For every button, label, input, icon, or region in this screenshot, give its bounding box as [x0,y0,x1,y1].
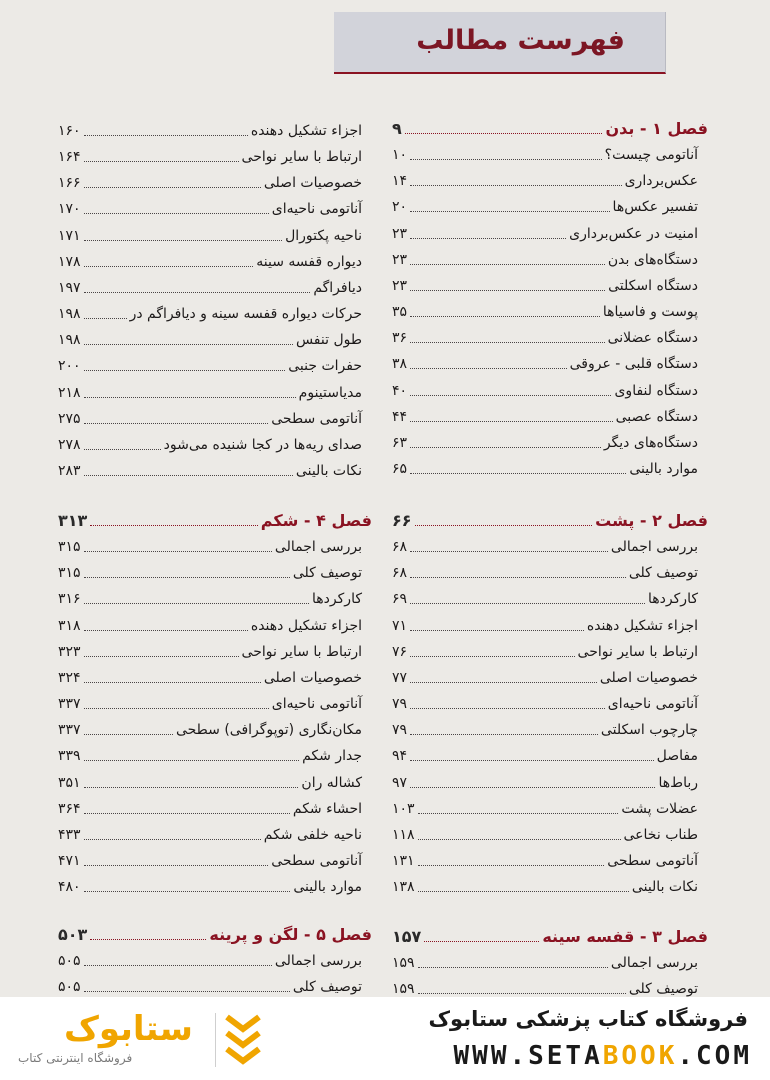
dot-leader [84,734,173,735]
entry-title: دستگاه قلبی - عروقی [569,356,698,373]
toc-entry [58,194,372,220]
dot-leader [410,577,626,578]
page-number: ۱۷۰ [58,201,81,218]
toc-entry [392,872,708,898]
entry-title: اجزاء تشکیل دهنده [250,617,362,634]
store-logo [18,1005,278,1073]
dot-leader [418,813,619,814]
toc-entry [392,297,708,323]
toc-entry [392,715,708,741]
dot-leader [418,967,608,968]
page-number: ۲۰ [392,199,408,216]
dot-leader [410,368,567,369]
dot-leader [90,939,206,940]
dot-leader [84,991,290,992]
page-number: ۴۳۳ [58,826,81,843]
page-number: ۹ [392,119,402,138]
entry-title: بررسی اجمالی [610,955,698,972]
page-number: ۹۷ [392,774,408,791]
chapter-title: فصل ۴ - شکم [260,511,372,530]
dot-leader [410,447,601,448]
page-number: ۱۳۱ [392,852,415,869]
page-number: ۳۱۵ [58,539,81,556]
toc-entry [58,456,372,482]
page-number: ۶۶ [392,511,412,530]
entry-title: کارکردها [648,591,698,608]
dot-leader [84,344,293,345]
entry-title: کشاله ران [301,774,362,791]
entry-title: خصوصیات اصلی [599,669,698,686]
dot-leader [410,787,655,788]
entry-title: دیواره قفسه سینه [256,253,362,270]
chapter-heading [392,922,708,948]
toc-entry [58,689,372,715]
chapter-title: فصل ۱ - بدن [605,119,708,138]
toc-entry [392,454,708,480]
page-number: ۴۸۰ [58,879,81,896]
page-number: ۱۰۳ [392,800,415,817]
chapter-heading [392,114,708,140]
dot-leader [410,264,605,265]
page-number: ۷۷ [392,669,408,686]
toc-entry [392,558,708,584]
dot-leader [410,734,598,735]
entry-title: چارچوب اسکلتی [600,722,698,739]
toc-entry [58,168,372,194]
dot-leader [410,316,600,317]
dot-leader [410,159,602,160]
page-number: ۲۳ [392,225,408,242]
dot-leader [84,603,309,604]
dot-leader [410,551,608,552]
entry-title: دیافراگم [313,279,362,296]
page-number: ۷۹ [392,696,408,713]
entry-title: ارتباط با سایر نواحی [577,643,698,660]
page-number: ۷۱ [392,617,408,634]
page-number: ۱۶۰ [58,123,81,139]
dot-leader [410,290,605,291]
chapter-title: فصل ۳ - قفسه سینه [542,927,708,946]
toc-entry [58,221,372,247]
entry-title: دستگاه عصبی [615,408,698,425]
toc-entry [392,192,708,218]
chapter-heading [392,506,708,532]
dot-leader [84,475,293,476]
entry-title: آناتومی ناحیه‌ای [607,696,698,713]
dot-leader [410,421,613,422]
toc-entry [58,116,372,142]
page-number: ۲۱۸ [58,384,81,401]
page-number: ۲۷۵ [58,410,81,427]
chevron-logo-icon [223,1011,263,1067]
dot-leader [410,395,611,396]
toc-entry [58,584,372,610]
page-number: ۳۲۳ [58,643,81,660]
page-number: ۵۰۵ [58,979,81,996]
toc-entry [392,741,708,767]
entry-title: خصوصیات اصلی [263,175,362,192]
page-number: ۲۰۰ [58,358,81,375]
page-number: ۱۵۹ [392,981,415,998]
toc-entry [392,219,708,245]
entry-title: توصیف کلی [292,565,362,582]
page-number: ۱۶۴ [58,149,81,166]
entry-title: موارد بالینی [293,879,362,896]
entry-title: آناتومی سطحی [271,410,362,427]
dot-leader [84,787,299,788]
dot-leader [410,760,654,761]
dot-leader [84,240,283,241]
toc-entry [58,532,372,558]
toc-entry [392,611,708,637]
toc-entry [58,378,372,404]
store-url[interactable] [454,1041,752,1071]
toc-entry [392,948,708,974]
toc-entry [58,872,372,898]
entry-title: آناتومی ناحیه‌ای [271,696,362,713]
logo-wordmark: ستابوک [64,1009,193,1049]
entry-title: دستگاه لنفاوی [614,382,698,399]
entry-title: آناتومی چیست؟ [604,147,698,164]
toc-entry [58,430,372,456]
entry-title: خصوصیات اصلی [263,669,362,686]
entry-title: دستگاه‌های دیگر [603,434,698,451]
entry-title: پوست و فاسیاها [602,304,698,321]
dot-leader [410,603,645,604]
entry-title: عضلات پشت [621,800,698,817]
chapter-heading [58,506,372,532]
dot-leader [418,865,605,866]
page-number: ۶۸ [392,565,408,582]
toc-entry [392,140,708,166]
title-box [334,12,666,74]
page-number: ۳۵ [392,304,408,321]
toc-entry [392,820,708,846]
page-number: ۲۷۸ [58,436,81,453]
page-number: ۳۲۴ [58,669,81,686]
dot-leader [410,708,605,709]
dot-leader [418,993,626,994]
entry-title: مفاصل [656,748,698,765]
toc-entry [392,376,708,402]
entry-title: تفسیر عکس‌ها [612,199,698,216]
dot-leader [410,682,597,683]
toc-entry [58,715,372,741]
entry-title: رباط‌ها [658,774,698,791]
toc-entry [58,558,372,584]
dot-leader [84,318,127,319]
dot-leader [84,965,272,966]
url-part: .COM [677,1041,752,1071]
page-number: ۵۰۳ [58,925,88,944]
dot-leader [84,577,290,578]
toc-entry [392,532,708,558]
entry-title: ناحیه پکتورال [285,227,362,244]
page-number: ۴۷۱ [58,852,81,869]
toc-entry [58,299,372,325]
entry-title: اجزاء تشکیل دهنده [586,617,698,634]
toc-entry [392,428,708,454]
entry-title: بررسی اجمالی [274,539,362,556]
entry-title: دستگاه‌های بدن [607,251,698,268]
toc-entry [392,663,708,689]
url-part: WWW.SETA [453,1041,603,1071]
logo-tagline: فروشگاه اینترنتی کتاب [18,1051,133,1065]
entry-title: احشاء شکم [292,800,362,817]
toc-entry [58,768,372,794]
entry-title: عکس‌برداری [624,173,698,190]
dot-leader [410,630,584,631]
toc-entry [392,584,708,610]
toc-entry [392,166,708,192]
entry-title: طول تنفس [295,332,362,349]
page-number: ۳۸ [392,356,408,373]
page-number: ۱۷۸ [58,253,81,270]
dot-leader [90,525,257,526]
logo-divider [215,1013,216,1067]
page-number: ۶۸ [392,539,408,556]
toc-entry [58,820,372,846]
dot-leader [418,839,621,840]
toc-entry [58,637,372,663]
dot-leader [84,813,290,814]
page-number: ۳۱۸ [58,617,81,634]
entry-title: آناتومی ناحیه‌ای [271,201,362,218]
page-number: ۱۹۸ [58,306,81,323]
dot-leader [84,449,161,450]
page-number: ۱۵۹ [392,955,415,972]
dot-leader [84,423,269,424]
dot-leader [410,342,605,343]
toc-entry [392,402,708,428]
dot-leader [84,161,239,162]
toc-entry [392,323,708,349]
dot-leader [84,708,269,709]
dot-leader [84,760,300,761]
page-number: ۳۶۴ [58,800,81,817]
entry-title: موارد بالینی [629,460,698,477]
dot-leader [410,185,622,186]
page-number: ۱۳۸ [392,879,415,896]
dot-leader [424,941,539,942]
toc-entry [392,637,708,663]
dot-leader [415,525,593,526]
entry-title: توصیف کلی [628,981,698,998]
toc-entry [58,351,372,377]
page-number: ۶۵ [392,460,408,477]
page-number: ۲۳ [392,277,408,294]
toc-entry [392,689,708,715]
entry-title: ناحیه خلفی شکم [263,826,362,843]
page-number: ۱۵۷ [392,927,422,946]
dot-leader [410,473,626,474]
page-number: ۱۹۷ [58,279,81,296]
entry-title: حفرات جنبی [288,358,362,375]
page-number: ۱۹۸ [58,332,81,349]
toc-entry [392,768,708,794]
dot-leader [84,370,286,371]
entry-title: آناتومی سطحی [607,852,698,869]
page-number: ۴۰ [392,382,408,399]
page-number: ۱۰ [392,147,408,164]
entry-title: امنیت در عکس‌برداری [569,225,698,242]
page-number: ۹۴ [392,748,408,765]
dot-leader [410,656,574,657]
toc-entry [58,946,372,972]
entry-title: جدار شکم [302,748,362,765]
page-number: ۱۶۶ [58,175,81,192]
entry-title: دستگاه اسکلتی [608,277,698,294]
page-number: ۷۶ [392,643,408,660]
page-number: ۲۸۳ [58,462,81,479]
entry-title: کارکردها [312,591,362,608]
toc-entry [58,972,372,998]
entry-title: نکات بالینی [631,879,698,896]
entry-title: ارتباط با سایر نواحی [241,149,362,166]
dot-leader [84,865,269,866]
page-number: ۳۱۳ [58,511,88,530]
entry-title: توصیف کلی [292,979,362,996]
dot-leader [418,891,629,892]
entry-title: دستگاه عضلانی [607,330,698,347]
page-number: ۲۳ [392,251,408,268]
dot-leader [410,211,610,212]
dot-leader [84,213,269,214]
entry-title: توصیف کلی [628,565,698,582]
entry-title: طناب نخاعی [623,826,698,843]
page-number: ۱۱۸ [392,826,415,843]
dot-leader [410,238,566,239]
dot-leader [84,682,261,683]
page-number: ۵۰۵ [58,953,81,970]
toc-entry [392,349,708,375]
entry-title: مکان‌نگاری (توپوگرافی) سطحی [175,722,362,739]
entry-title: مدیاستینوم [298,384,362,401]
page-number: ۶۳ [392,434,408,451]
page-number: ۳۳۷ [58,722,81,739]
store-banner [0,997,770,1080]
dot-leader [84,839,261,840]
entry-title: بررسی اجمالی [274,953,362,970]
url-accent: BOOK [602,1041,678,1071]
store-name: فروشگاه کتاب پزشکی ستابوک [428,1007,748,1031]
chapter-heading [58,920,372,946]
page-number: ۳۱۶ [58,591,81,608]
dot-leader [84,551,272,552]
page-number: ۳۱۵ [58,565,81,582]
toc-entry [392,794,708,820]
dot-leader [84,891,291,892]
toc-entry [58,846,372,872]
page-title: فهرست مطالب [416,25,625,56]
entry-title: اجزاء تشکیل دهنده [250,123,362,139]
entry-title: صدای ریه‌ها در کجا شنیده می‌شود [163,436,362,453]
dot-leader [84,266,254,267]
page-number: ۳۵۱ [58,774,81,791]
page-number: ۱۴ [392,173,408,190]
toc-entry [58,325,372,351]
toc-entry [58,247,372,273]
dot-leader [84,187,261,188]
toc-entry [58,273,372,299]
dot-leader [84,630,248,631]
toc-entry [58,404,372,430]
entry-title: ارتباط با سایر نواحی [241,643,362,660]
toc-entry [392,245,708,271]
toc-entry [392,271,708,297]
dot-leader [84,135,248,136]
page-number: ۱۷۱ [58,227,81,244]
page-number: ۳۶ [392,330,408,347]
page-number: ۷۹ [392,722,408,739]
chapter-title: فصل ۲ - پشت [595,511,708,530]
toc-entry [58,611,372,637]
dot-leader [405,133,603,134]
toc-entry [58,741,372,767]
dot-leader [84,292,311,293]
dot-leader [84,397,296,398]
dot-leader [84,656,239,657]
page-number: ۴۴ [392,408,408,425]
entry-title: آناتومی سطحی [271,852,362,869]
entry-title: بررسی اجمالی [610,539,698,556]
entry-title: حرکات دیواره قفسه سینه و دیافراگم در [129,306,362,323]
entry-title: نکات بالینی [295,462,362,479]
chapter-title: فصل ۵ - لگن و پرینه [209,925,372,944]
toc-entry [58,663,372,689]
toc-entry [58,142,372,168]
page-number: ۳۳۷ [58,696,81,713]
toc-entry [58,794,372,820]
page-number: ۳۳۹ [58,748,81,765]
page-number: ۶۹ [392,591,408,608]
toc-entry [392,846,708,872]
